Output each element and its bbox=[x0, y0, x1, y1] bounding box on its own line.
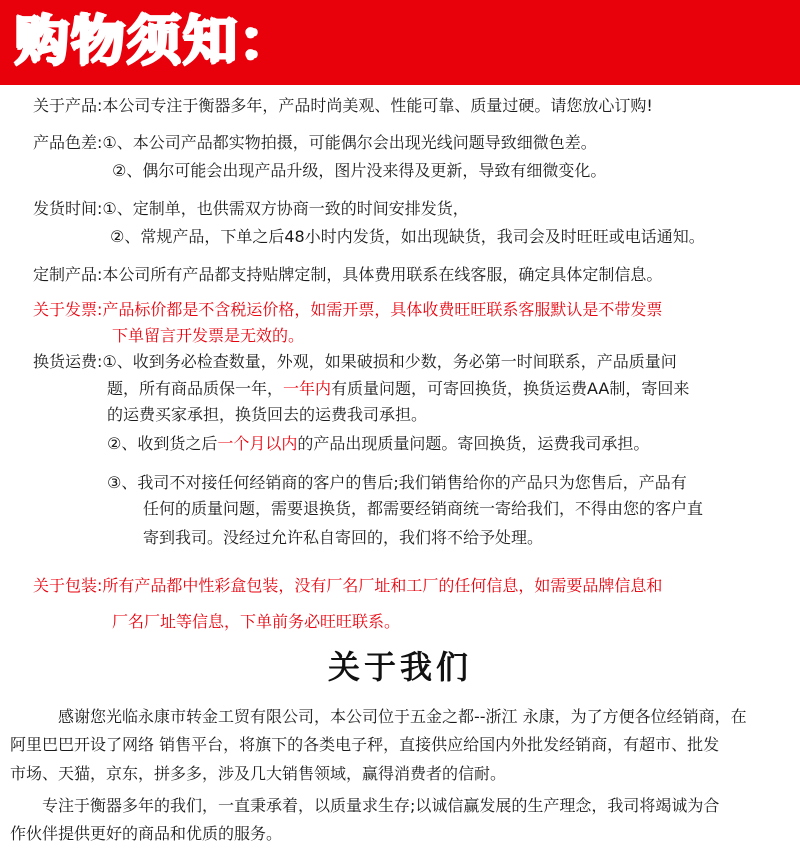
about-us-line-3: 市场、天猫，京东，拼多多，涉及几大销售领域，赢得消费者的信耐。 bbox=[10, 764, 507, 783]
package-line-1: 关于包装:所有产品都中性彩盒包装，没有厂名厂址和工厂的任何信息，如需要品牌信息和 bbox=[33, 576, 663, 595]
about-us-line-2: 阿里巴巴开设了网络 销售平台，将旗下的各类电子秤，直接供应给国内外批发经销商，有超市、批发 bbox=[10, 735, 720, 754]
exchange-text: 题，所有商品质保一年， bbox=[107, 379, 284, 398]
exchange-text: ②、收到货之后 bbox=[107, 434, 218, 453]
about-us-line-4: 专注于衡器多年的我们，一直秉承着，以质量求生存;以诚信赢发展的生产理念，我司将竭诚为合 bbox=[42, 796, 720, 815]
about-product-line: 关于产品:本公司专注于衡器多年，产品时尚美观、性能可靠、质量过硬。请您放心订购! bbox=[33, 96, 653, 115]
exchange-text: 有质量问题，可寄回换货，换货运费AA制，寄回来 bbox=[331, 379, 690, 398]
about-us-line-1: 感谢您光临永康市转金工贸有限公司，本公司位于五金之都--浙江 永康，为了方便各位经销商，在 bbox=[58, 707, 747, 726]
about-us-line-5: 作伙伴提供更好的商品和优质的服务。 bbox=[10, 824, 283, 843]
invoice-line-2: 下单留言开发票是无效的。 bbox=[112, 326, 305, 345]
custom-line: 定制产品:本公司所有产品都支持贴牌定制，具体费用联系在线客服，确定具体定制信息。 bbox=[33, 265, 663, 284]
exchange-highlight: 一个月以内 bbox=[217, 434, 298, 453]
exchange-line-3: 的运费买家承担，换货回去的运费我司承担。 bbox=[107, 405, 428, 424]
exchange-line-2 bbox=[107, 379, 689, 399]
banner-title: 购物须知： bbox=[14, 9, 294, 72]
color-diff-line-2: ②、偶尔可能会出现产品升级，图片没来得及更新，导致有细微变化。 bbox=[112, 161, 607, 180]
invoice-line-1: 关于发票:产品标价都是不含税运价格，如需开票，具体收费旺旺联系客服默认是不带发票 bbox=[33, 300, 663, 319]
color-diff-line-1: 产品色差:①、本公司产品都实物拍摄，可能偶尔会出现光线问题导致细微色差。 bbox=[33, 133, 597, 152]
shipping-line-1: 发货时间:①、定制单，也供需双方协商一致的时间安排发货， bbox=[33, 199, 469, 218]
exchange-line-7: 寄到我司。没经过允许私自寄回的，我们将不给予处理。 bbox=[143, 528, 544, 547]
exchange-line-6: 任何的质量问题，需要退换货，都需要经销商统一寄给我们，不得由您的客户直 bbox=[143, 499, 704, 518]
package-line-2: 厂名厂址等信息，下单前务必旺旺联系。 bbox=[112, 612, 401, 631]
exchange-line-4 bbox=[107, 434, 649, 454]
exchange-text: 的产品出现质量问题。寄回换货，运费我司承担。 bbox=[297, 434, 650, 453]
title-banner bbox=[0, 0, 800, 85]
exchange-line-5: ③、我司不对接任何经销商的客户的售后;我们销售给你的产品只为您售后，产品有 bbox=[107, 473, 687, 492]
shipping-line-2: ②、常规产品，下单之后48小时内发货，如出现缺货，我司会及时旺旺或电话通知。 bbox=[110, 227, 705, 246]
exchange-line-1: 换货运费:①、收到务必检查数量，外观，如果破损和少数，务必第一时间联系，产品质量问 bbox=[33, 352, 677, 371]
about-us-title: 关于我们 bbox=[327, 648, 472, 686]
exchange-highlight: 一年内 bbox=[283, 379, 332, 398]
